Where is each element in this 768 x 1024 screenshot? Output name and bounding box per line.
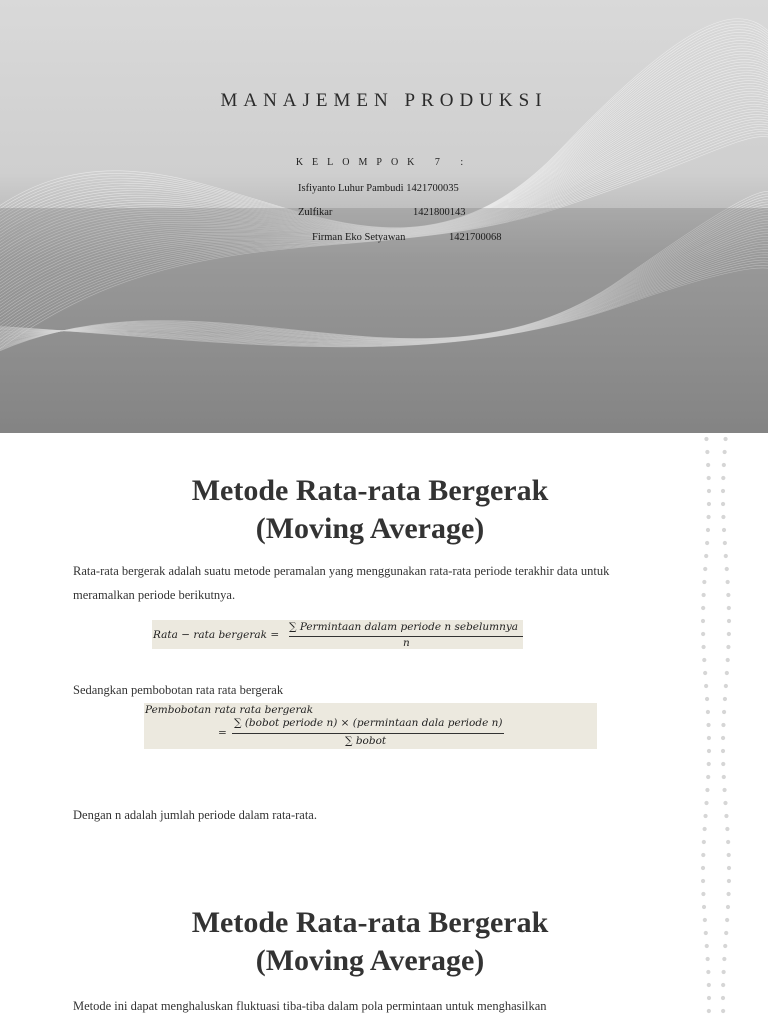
member-2	[298, 207, 466, 218]
weighted-label: Sedangkan pembobotan rata rata bergerak	[73, 683, 284, 697]
member-1-id: 1421700035	[406, 183, 459, 194]
member-3-name: Firman Eko Setyawan	[312, 232, 406, 243]
formula1-lhs: Rata − rata bergerak =	[153, 629, 280, 641]
moving-average-formula	[152, 620, 523, 649]
slide2-heading	[0, 472, 740, 548]
member-1-name: Isfiyanto Luhur Pambudi	[298, 183, 404, 194]
slide3-heading-line2: (Moving Average)	[255, 944, 485, 977]
slide3-paragraph: Metode ini dapat menghaluskan fluktuasi tiba-tiba dalam pola permintaan untuk menghasilkan	[73, 999, 547, 1013]
member-2-name: Zulfikar	[298, 207, 333, 218]
member-1	[298, 183, 459, 194]
weighted-moving-average-formula	[144, 703, 597, 749]
presentation-title: MANAJEMEN PRODUKSI	[220, 90, 548, 111]
slide3-heading-line1: Metode Rata-rata Bergerak	[191, 906, 549, 939]
slide2-heading-line2: (Moving Average)	[255, 512, 485, 545]
formula2-numerator: ∑ (bobot periode n) × (permintaan dala periode n)	[234, 717, 503, 729]
formula1-numerator: ∑ Permintaan dalam periode n sebelumnya	[289, 621, 519, 633]
member-3-id: 1421700068	[449, 232, 502, 243]
slide2-heading-line1: Metode Rata-rata Bergerak	[191, 474, 549, 507]
formula1-denominator: n	[403, 637, 410, 649]
intro-paragraph: Rata-rata bergerak adalah suatu metode peramalan yang menggunakan rata-rata periode terakhir data untuk meramalkan periode berikutnya.	[73, 564, 610, 602]
slide3-heading	[0, 904, 740, 980]
formula2-lhs: Pembobotan rata rata bergerak	[145, 704, 314, 716]
member-3	[312, 232, 502, 243]
note-paragraph: Dengan n adalah jumlah periode dalam rata-rata.	[73, 808, 317, 822]
member-2-id: 1421800143	[413, 207, 466, 218]
formula2-denominator: ∑ bobot	[345, 735, 387, 747]
title-slide	[0, 0, 768, 433]
formula2-fraction-bar	[232, 733, 504, 734]
group-label: KELOMPOK 7 :	[295, 157, 473, 168]
formula2-equals: =	[218, 727, 227, 739]
